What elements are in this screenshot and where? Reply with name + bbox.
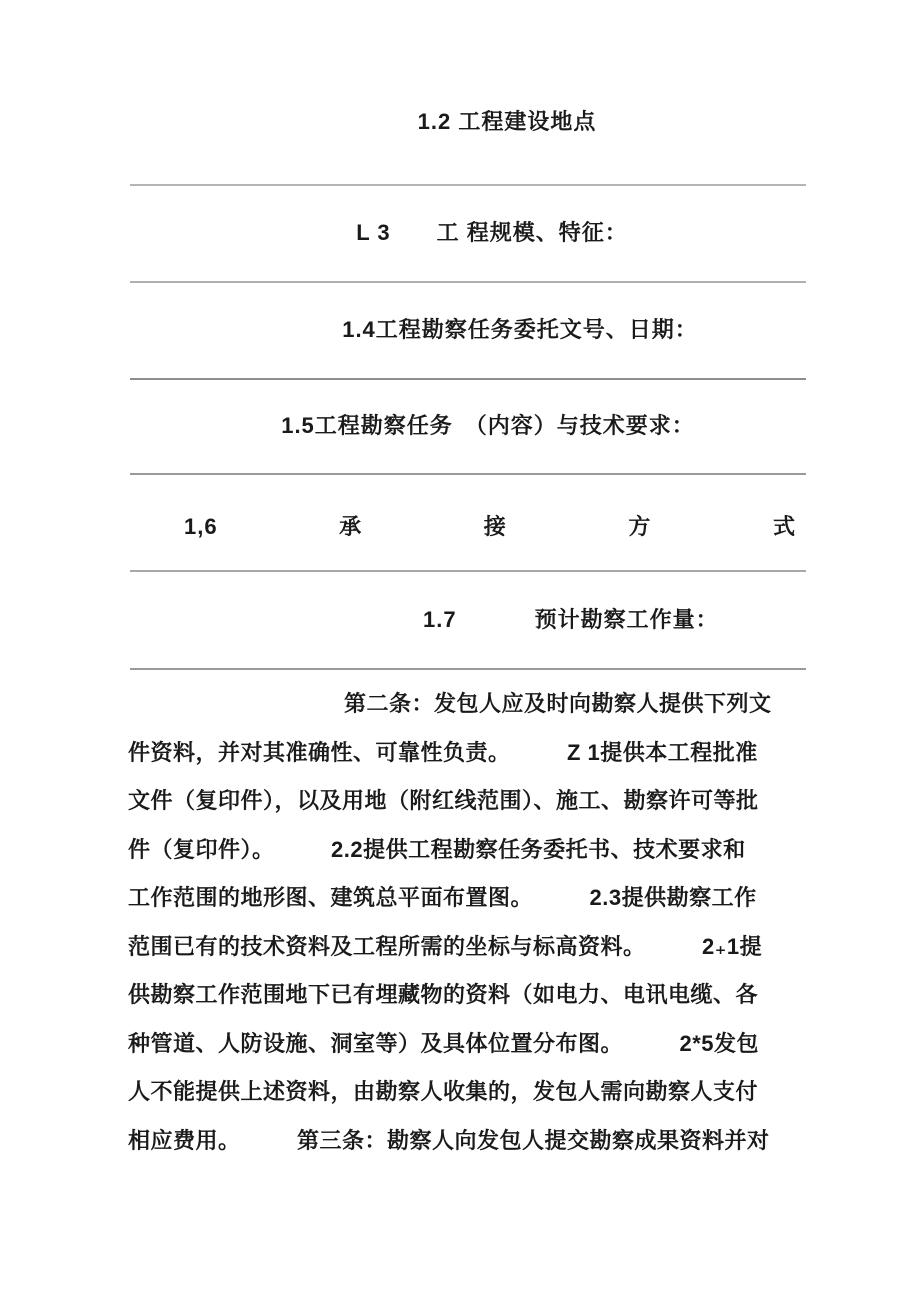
heading-undertaking-char-3: 方 <box>628 514 652 539</box>
paragraph-line: 种管道、人防设施、洞室等）及具体位置分布图。 2*5发包 <box>128 1030 760 1056</box>
section-divider-4 <box>130 473 806 475</box>
section-divider-2 <box>130 281 806 283</box>
heading-commission-number-date: 1.4工程勘察任务委托文号、日期： <box>342 317 698 342</box>
paragraph-line: 范围已有的技术资料及工程所需的坐标与标高资料。 2₊1提 <box>128 933 763 959</box>
heading-undertaking-number: 1,6 <box>184 514 218 539</box>
paragraph-line: 供勘察工作范围地下已有埋藏物的资料（如电力、电讯电缆、各 <box>128 982 759 1007</box>
heading-undertaking-char-1: 承 <box>339 514 363 539</box>
paragraph-line: 件资料，并对其准确性、可靠性负责。 Z 1提供本工程批准 <box>128 739 758 765</box>
heading-estimated-workload-number: 1.7 <box>423 607 457 632</box>
heading-undertaking-char-2: 接 <box>483 514 507 539</box>
heading-undertaking-method <box>184 513 796 541</box>
heading-undertaking-char-4: 式 <box>772 514 796 539</box>
paragraph-line: 第二条：发包人应及时向勘察人提供下列文 <box>344 691 772 716</box>
paragraph-line: 文件（复印件），以及用地（附红线范围）、施工、勘察许可等批 <box>128 788 759 813</box>
paragraph-line: 人不能提供上述资料，由勘察人收集的，发包人需向勘察人支付 <box>128 1079 759 1104</box>
heading-estimated-workload-label: 预计勘察工作量： <box>534 607 719 632</box>
paragraph-line: 件（复印件）。 2.2提供工程勘察任务委托书、技术要求和 <box>128 836 746 862</box>
heading-survey-task-requirements: 1.5工程勘察任务 （内容）与技术要求： <box>281 413 695 438</box>
section-divider-3 <box>130 378 806 380</box>
section-divider-6 <box>130 668 806 670</box>
paragraph-line: 相应费用。 第三条：勘察人向发包人提交勘察成果资料并对 <box>128 1127 770 1153</box>
heading-estimated-workload <box>423 606 719 634</box>
heading-project-location: 1.2 工程建设地点 <box>417 109 597 134</box>
paragraph-line: 工作范围的地形图、建筑总平面布置图。 2.3提供勘察工作 <box>128 885 757 910</box>
contract-clause-paragraph <box>128 680 804 1165</box>
section-divider-1 <box>130 184 806 186</box>
heading-project-scale: L 3 工 程规模、特征： <box>356 220 628 245</box>
section-divider-5 <box>130 570 806 572</box>
